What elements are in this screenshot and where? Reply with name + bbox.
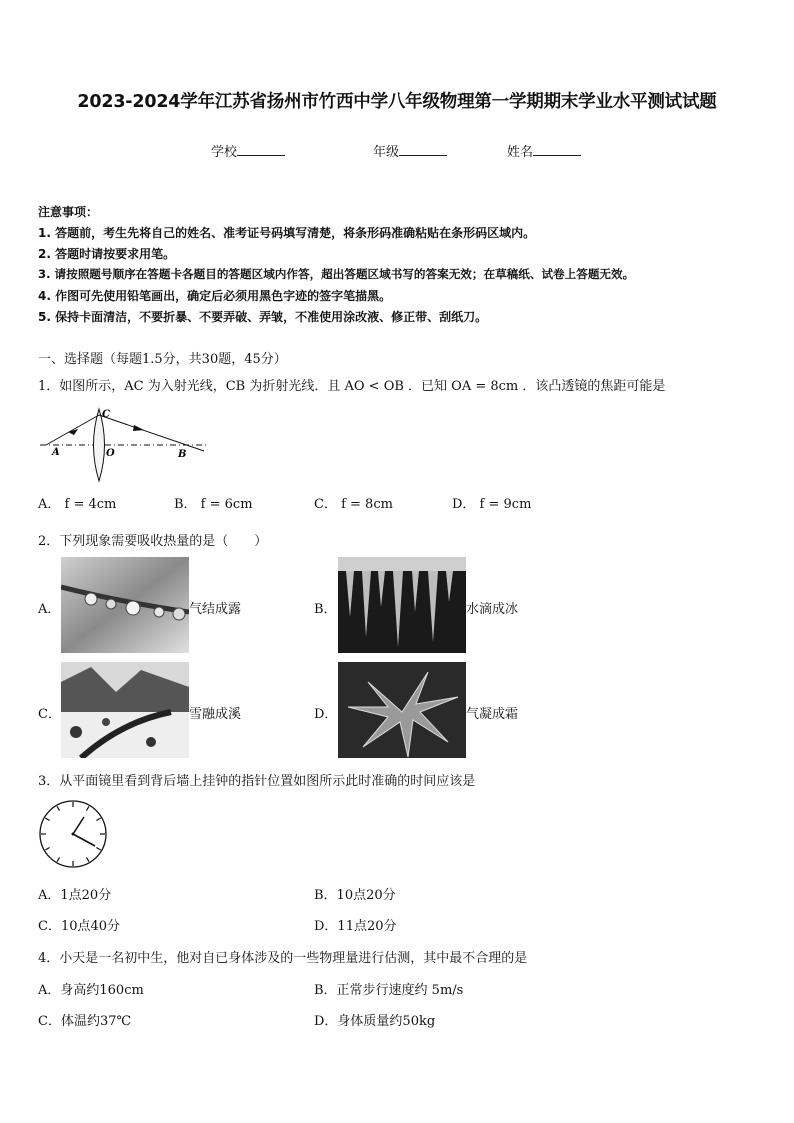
school-label: 学校 <box>211 145 238 160</box>
q2-caption-b: 水滴成冰 <box>466 602 519 617</box>
q2-caption-a: 气结成露 <box>189 602 242 617</box>
q2-option-c-letter[interactable]: C． <box>38 707 61 722</box>
q3-option-c[interactable]: C．10点40分 <box>38 919 121 934</box>
snowmelt-photo <box>61 662 189 758</box>
label-b: B <box>178 449 187 460</box>
notes-item: 1. 答题前，考生先将自己的姓名、准考证号码填写清楚，将条形码准确粘贴在条形码区域内。 <box>38 226 536 240</box>
grade-label: 年级 <box>373 145 400 160</box>
q4-option-a[interactable]: A．身高约160cm <box>38 983 144 998</box>
q2-caption-c: 雪融成溪 <box>189 707 242 722</box>
q1-option-c[interactable]: C． f = 8cm <box>314 497 393 512</box>
question-4-stem: 4．小天是一名初中生，他对自已身体涉及的一些物理量进行估测，其中最不合理的是 <box>38 951 528 966</box>
q1-option-d[interactable]: D． f = 9cm <box>452 497 532 512</box>
dew-photo <box>61 557 189 653</box>
name-field[interactable] <box>507 141 581 160</box>
refracted-arrow-icon <box>133 425 144 431</box>
incident-ray <box>46 415 99 445</box>
school-field[interactable] <box>211 141 285 160</box>
q2-option-b-letter[interactable]: B． <box>314 602 337 617</box>
q4-option-c[interactable]: C．体温约37℃ <box>38 1014 132 1029</box>
q2-caption-d: 气凝成霜 <box>466 707 519 722</box>
label-c: C <box>102 409 110 420</box>
q2-option-a-letter[interactable]: A． <box>38 602 61 617</box>
school-blank[interactable] <box>237 143 285 156</box>
icicles-image <box>338 557 466 653</box>
frost-photo <box>338 662 466 758</box>
q4-option-b[interactable]: B．正常步行速度约 5m/s <box>314 983 464 998</box>
label-o: O <box>106 448 115 459</box>
name-blank[interactable] <box>533 143 581 156</box>
q1-option-b[interactable]: B． f = 6cm <box>174 497 253 512</box>
notes-item: 2. 答题时请按要求用笔。 <box>38 247 176 261</box>
q3-option-d[interactable]: D．11点20分 <box>314 919 397 934</box>
page-title: 2023-2024学年江苏省扬州市竹西中学八年级物理第一学期期末学业水平测试试题 <box>77 92 717 112</box>
q4-option-d[interactable]: D．身体质量约50kg <box>314 1014 436 1029</box>
dew-image <box>61 557 189 653</box>
clock-face <box>37 798 109 870</box>
lens-diagram <box>38 405 210 483</box>
q2-option-d-letter[interactable]: D． <box>314 707 338 722</box>
grade-field[interactable] <box>373 141 447 160</box>
notes-item: 4. 作图可先使用铅笔画出，确定后必须用黑色字迹的签字笔描黑。 <box>38 289 392 303</box>
q3-option-a[interactable]: A．1点20分 <box>38 888 112 903</box>
question-2-stem: 2．下列现象需要吸收热量的是（ ） <box>38 534 268 549</box>
label-a: A <box>52 447 60 458</box>
question-1-stem: 1．如图所示，AC 为入射光线，CB 为折射光线．且 AO < OB ．已知 OA = 8cm ．该凸透镜的焦距可能是 <box>38 379 666 394</box>
q3-option-b[interactable]: B．10点20分 <box>314 888 396 903</box>
notes-item: 3. 请按照题号顺序在答题卡各题目的答题区域内作答，超出答题区域书写的答案无效；在草稿纸、试卷上答题无效。 <box>38 267 635 281</box>
q1-option-a[interactable]: A． f = 4cm <box>38 497 117 512</box>
frost-image <box>338 662 466 758</box>
refracted-ray <box>99 415 204 451</box>
notes-item: 5. 保持卡面清洁，不要折暴、不要弄破、弄皱，不准使用涂改液、修正带、刮纸刀。 <box>38 310 488 324</box>
notes-heading: 注意事项： <box>38 205 99 219</box>
section-heading: 一、选择题（每题1.5分，共30题，45分） <box>38 352 287 367</box>
name-label: 姓名 <box>507 145 534 160</box>
grade-blank[interactable] <box>399 143 447 156</box>
icicles-photo <box>338 557 466 653</box>
question-3-stem: 3．从平面镜里看到背后墙上挂钟的指针位置如图所示此时准确的时间应该是 <box>38 774 476 789</box>
snowmelt-image <box>61 662 189 758</box>
